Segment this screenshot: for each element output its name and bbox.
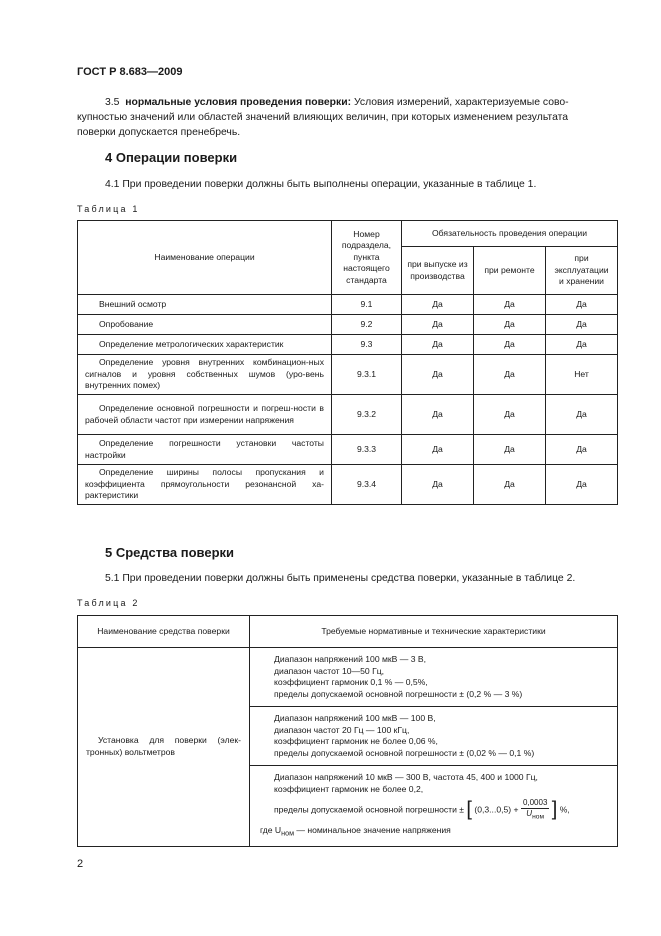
cell-release: Да bbox=[402, 335, 474, 355]
col-header-repair: при ремонте bbox=[474, 247, 546, 295]
cell-operation: Да bbox=[546, 435, 618, 465]
table-row bbox=[78, 435, 618, 465]
clause-4-1-text: 4.1 При проведении поверки должны быть выполнены операции, указанные в таблице 1. bbox=[105, 179, 537, 190]
cell-repair: Да bbox=[474, 315, 546, 335]
operation-name bbox=[78, 465, 332, 505]
spec1-line: коэффициент гармоник 0,1 % — 0,5%, bbox=[274, 677, 428, 687]
cell-repair: Да bbox=[474, 465, 546, 505]
cell-operation: Да bbox=[546, 315, 618, 335]
spec-block-2 bbox=[250, 707, 618, 766]
cell-repair: Да bbox=[474, 355, 546, 395]
operation-name-text: Определение погрешности установки частоты настройки bbox=[85, 438, 324, 460]
cell-operation: Да bbox=[546, 465, 618, 505]
cell-repair: Да bbox=[474, 335, 546, 355]
cell-operation: Да bbox=[546, 295, 618, 315]
spec3-line1: Диапазон напряжений 10 мкВ — 300 В, частота 45, 400 и 1000 Гц, bbox=[274, 772, 538, 782]
note-prefix: где U bbox=[260, 824, 282, 835]
formula-left: (0,3...0,5) + bbox=[474, 804, 519, 815]
cell-release: Да bbox=[402, 435, 474, 465]
operation-name bbox=[78, 355, 332, 395]
spec3-line3: пределы допускаемой основной погрешности ± bbox=[274, 804, 465, 815]
table-row bbox=[78, 315, 618, 335]
col-header-specs: Требуемые нормативные и технические характеристики bbox=[250, 616, 618, 648]
spec3-line2: коэффициент гармоник не более 0,2, bbox=[274, 783, 424, 794]
term: нормальные условия проведения поверки: bbox=[125, 97, 352, 108]
cell-repair: Да bbox=[474, 295, 546, 315]
operation-number: 9.3.2 bbox=[332, 395, 402, 435]
operation-name bbox=[78, 395, 332, 435]
operation-number: 9.2 bbox=[332, 315, 402, 335]
table-row bbox=[78, 465, 618, 505]
document-header: ГОСТ Р 8.683—2009 bbox=[77, 66, 183, 78]
operation-name-text: Определение основной погрешности и погреш-ности в рабочей области частот при измерении напряжения bbox=[85, 403, 324, 425]
table-verification-means bbox=[77, 615, 618, 847]
col-header-operation: при эксплуатации и хранении bbox=[546, 247, 618, 295]
cell-release: Да bbox=[402, 295, 474, 315]
clause-5-1 bbox=[77, 571, 617, 586]
section-4-title: 4 Операции поверки bbox=[105, 150, 238, 165]
cell-operation: Нет bbox=[546, 355, 618, 395]
clause-text: Условия измерений, характеризуемые сово- bbox=[353, 97, 569, 108]
cell-release: Да bbox=[402, 395, 474, 435]
col-header-number: Номер подраздела, пункта настоящего стандарта bbox=[332, 221, 402, 295]
note-text: — номинальное значение напряжения bbox=[296, 824, 451, 835]
operation-name-text: Определение метрологических характеристик bbox=[99, 338, 284, 349]
cell-operation: Да bbox=[546, 335, 618, 355]
operation-number: 9.3.4 bbox=[332, 465, 402, 505]
spec3-note bbox=[260, 825, 607, 840]
fraction-numerator: 0,0003 bbox=[522, 798, 548, 807]
device-name-text: Установка для поверки (элек-тронных) вольтметров bbox=[86, 735, 241, 757]
spec-block-3 bbox=[250, 766, 618, 847]
operation-name bbox=[78, 295, 332, 315]
clause-text-line2: купностью значений или областей значений влияющих величин, при которых изменением результата bbox=[77, 112, 569, 123]
operation-number: 9.3 bbox=[332, 335, 402, 355]
spec2-line: Диапазон напряжений 100 мкВ — 100 В, bbox=[274, 713, 436, 723]
cell-repair: Да bbox=[474, 435, 546, 465]
operation-name-text: Определение ширины полосы пропускания и коэффициента прямоугольности резонансной ха-рактеристики bbox=[85, 467, 324, 501]
table-row bbox=[78, 295, 618, 315]
formula-unit: %, bbox=[559, 804, 570, 815]
operation-number: 9.3.1 bbox=[332, 355, 402, 395]
cell-release: Да bbox=[402, 355, 474, 395]
table1-caption: Таблица 1 bbox=[77, 204, 140, 214]
clause-5-1-text: 5.1 При проведении поверки должны быть применены средства поверки, указанные в таблице 2. bbox=[105, 573, 576, 584]
spec1-line: Диапазон напряжений 100 мкВ — 3 В, bbox=[274, 654, 427, 664]
section-5-title: 5 Средства поверки bbox=[105, 545, 235, 560]
spec2-line: диапазон частот 20 Гц — 100 кГц, bbox=[274, 724, 410, 735]
bracket-left: [ bbox=[466, 798, 472, 821]
operation-name bbox=[78, 315, 332, 335]
spec2-line: пределы допускаемой основной погрешности ± (0,02 % — 0,1 %) bbox=[274, 747, 535, 758]
table-operations bbox=[77, 220, 618, 505]
operation-name bbox=[78, 335, 332, 355]
denominator-subscript: ном bbox=[532, 813, 545, 821]
clause-number: 3.5 bbox=[105, 97, 120, 108]
note-subscript: ном bbox=[281, 829, 294, 838]
spec2-line: коэффициент гармоник не более 0,06 %, bbox=[274, 736, 438, 746]
col-header-release: при выпуске из производства bbox=[402, 247, 474, 295]
table-row bbox=[78, 355, 618, 395]
bracket-right: ] bbox=[551, 798, 558, 821]
clause-3-5 bbox=[77, 95, 617, 140]
device-name bbox=[78, 648, 250, 847]
col-header-name: Наименование операции bbox=[78, 221, 332, 295]
table-row bbox=[78, 395, 618, 435]
clause-3-5-line1 bbox=[77, 95, 617, 110]
clause-text-line3: поверки допускается пренебречь. bbox=[77, 127, 241, 138]
clause-4-1 bbox=[77, 177, 617, 192]
col-header-mandatory: Обязательность проведения операции bbox=[402, 221, 618, 247]
operation-number: 9.3.3 bbox=[332, 435, 402, 465]
table-row bbox=[78, 335, 618, 355]
operation-name bbox=[78, 435, 332, 465]
page-number: 2 bbox=[77, 858, 84, 870]
formula-fraction bbox=[521, 798, 549, 823]
spec1-line: пределы допускаемой основной погрешности ± (0,2 % — 3 %) bbox=[274, 688, 523, 699]
cell-operation: Да bbox=[546, 395, 618, 435]
spec3-formula-line bbox=[274, 798, 607, 823]
fraction-denominator bbox=[521, 809, 549, 823]
operation-name-text: Внешний осмотр bbox=[99, 298, 167, 309]
denominator-symbol: U bbox=[526, 809, 533, 818]
operation-name-text: Определение уровня внутренних комбинацион-ных сигналов и уровня собственных шумов (уро-вень внутренних помех) bbox=[85, 357, 324, 391]
operation-name-text: Опробование bbox=[99, 318, 154, 329]
table1-body bbox=[78, 295, 618, 505]
table2-caption: Таблица 2 bbox=[77, 598, 140, 608]
spec1-line: диапазон частот 10—50 Гц, bbox=[274, 665, 385, 676]
cell-release: Да bbox=[402, 465, 474, 505]
spec-block-1 bbox=[250, 648, 618, 707]
cell-repair: Да bbox=[474, 395, 546, 435]
operation-number: 9.1 bbox=[332, 295, 402, 315]
cell-release: Да bbox=[402, 315, 474, 335]
col-header-means: Наименование средства поверки bbox=[78, 616, 250, 648]
